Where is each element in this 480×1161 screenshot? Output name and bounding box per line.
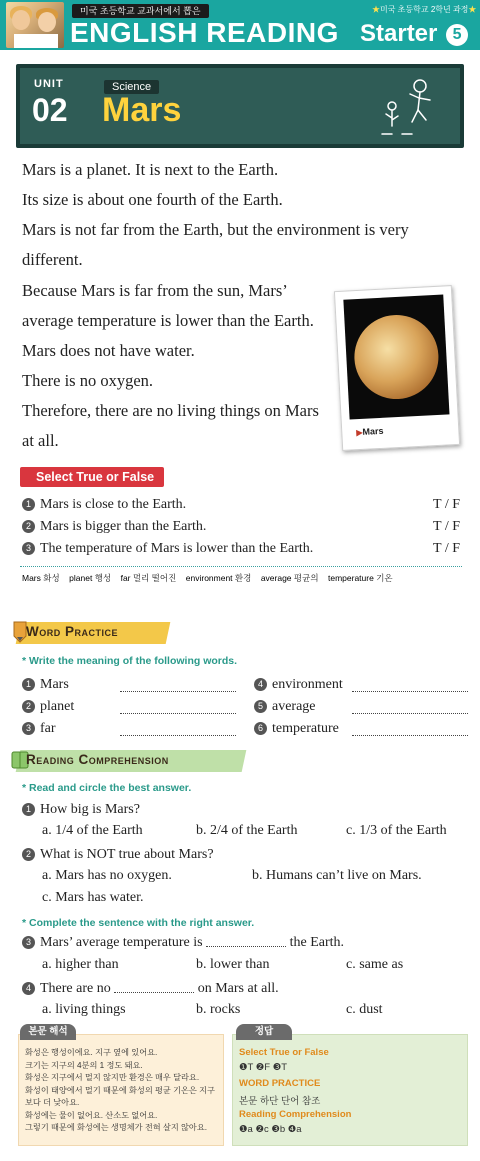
- header-banner: [0, 0, 480, 50]
- rc-option[interactable]: a. living things: [42, 1002, 126, 1017]
- translation-tag: 본문 해석: [20, 1024, 76, 1040]
- answer-key-box: [232, 1034, 468, 1146]
- tf-answer-choice[interactable]: T / F: [433, 541, 460, 556]
- rc-option[interactable]: b. rocks: [196, 1002, 241, 1017]
- answer-blank[interactable]: [352, 713, 468, 714]
- rc-question: 3 Mars’ average temperature is the Earth.: [22, 935, 344, 951]
- answer-heading: Select True or False: [239, 1047, 329, 1058]
- answer-value: ❶T ❷F ❸T: [239, 1062, 288, 1073]
- passage-line: Because Mars is far from the sun, Mars’: [22, 281, 288, 300]
- rc-option[interactable]: b. 2/4 of the Earth: [196, 823, 298, 838]
- rc-instruction: * Read and circle the best answer.: [22, 782, 192, 794]
- rc-option[interactable]: c. 1/3 of the Earth: [346, 823, 447, 838]
- translation-line: 화성에는 물이 없어요. 산소도 없어요.: [25, 1110, 158, 1120]
- word-practice-item: 1 Mars: [22, 677, 69, 693]
- rc-option[interactable]: a. higher than: [42, 957, 119, 972]
- answer-blank[interactable]: [352, 735, 468, 736]
- passage-line: average temperature is lower than the Earth.: [22, 311, 314, 330]
- children-reading-photo: [6, 2, 64, 48]
- answer-blank[interactable]: [120, 691, 236, 692]
- translation-line: 그렇기 때문에 화성에는 생명체가 전혀 살지 않아요.: [25, 1123, 208, 1132]
- word-practice-item: 5 average: [254, 699, 316, 715]
- vocab-list: Mars 화성 planet 행성 far 멀리 떨어진 environment 환경 average 평균의 temperature 기온: [22, 573, 393, 583]
- triangle-icon: ▶: [356, 427, 363, 438]
- translation-line: 보다 더 낮아요.: [25, 1098, 80, 1107]
- reading-comprehension-heading: Reading Comprehension: [0, 750, 260, 772]
- word-practice-item: 6 temperature: [254, 721, 339, 737]
- rc-question: 4 There are no on Mars at all.: [22, 981, 279, 997]
- rc-question: 1 How big is Mars?: [22, 802, 140, 818]
- answer-heading: Reading Comprehension: [239, 1109, 352, 1120]
- rc-option[interactable]: c. same as: [346, 957, 404, 972]
- answer-value: 본문 하단 단어 참조: [239, 1096, 321, 1107]
- rc-question: 2 What is NOT true about Mars?: [22, 847, 214, 863]
- mars-photo: [334, 285, 460, 451]
- rc-option[interactable]: a. 1/4 of the Earth: [42, 823, 143, 838]
- tf-item: 2 Mars is bigger than the Earth. T / F: [22, 519, 462, 535]
- answer-blank[interactable]: [206, 935, 286, 947]
- answer-blank[interactable]: [120, 735, 236, 736]
- header-tag: 미국 초등학교 교과서에서 뽑은: [72, 4, 209, 18]
- lesson-title: Mars: [102, 91, 182, 129]
- answer-blank[interactable]: [120, 713, 236, 714]
- mars-image: [343, 294, 449, 419]
- tf-answer-choice[interactable]: T / F: [433, 519, 460, 534]
- passage-line: There is no oxygen.: [22, 371, 154, 390]
- rc-option[interactable]: c. dust: [346, 1002, 383, 1017]
- passage-line: Mars does not have water.: [22, 341, 195, 360]
- word-practice-item: 3 far: [22, 721, 56, 737]
- header-title: ENGLISH READING: [70, 17, 339, 48]
- rc-instruction: * Complete the sentence with the right answer.: [22, 917, 255, 929]
- translation-box: [18, 1034, 224, 1146]
- passage-line: Mars is a planet. It is next to the Earth.: [22, 160, 279, 179]
- word-practice-item: 4 environment: [254, 677, 343, 693]
- passage-line: Therefore, there are no living things on Mars: [22, 401, 319, 420]
- unit-label: UNIT: [34, 78, 64, 90]
- divider: [20, 566, 462, 567]
- translation-line: 화성이 태양에서 멀기 때문에 화성의 평균 기온은 지구: [25, 1085, 215, 1095]
- passage-line: Mars is not far from the Earth, but the environment is very: [22, 220, 409, 239]
- answer-heading: WORD PRACTICE: [239, 1078, 321, 1089]
- answer-value: ❶a ❷c ❸b ❹a: [239, 1124, 302, 1135]
- tf-answer-choice[interactable]: T / F: [433, 497, 460, 512]
- word-practice-item: 2 planet: [22, 699, 74, 715]
- passage-line: different.: [22, 250, 83, 269]
- subject-badge: Science: [104, 80, 159, 94]
- answer-blank[interactable]: [114, 981, 194, 993]
- rc-option[interactable]: b. lower than: [196, 957, 270, 972]
- rc-option[interactable]: b. Humans can’t live on Mars.: [252, 868, 422, 883]
- rc-option[interactable]: c. Mars has water.: [42, 890, 144, 905]
- answer-key-tag: 정답: [236, 1024, 292, 1040]
- star-icon: ★: [468, 5, 477, 14]
- passage-line: Its size is about one fourth of the Earth.: [22, 190, 283, 209]
- word-practice-instruction: * Write the meaning of the following words.: [22, 655, 238, 667]
- starter-label: Starter 5: [360, 20, 468, 48]
- translation-line: 화성은 행성이에요. 지구 옆에 있어요.: [25, 1048, 158, 1057]
- answer-blank[interactable]: [352, 691, 468, 692]
- unit-number: 02: [32, 92, 68, 128]
- course-label: ★미국 초등학교 2학년 과정★: [372, 5, 477, 14]
- word-practice-heading: Word Practice: [0, 622, 200, 644]
- rc-option[interactable]: a. Mars has no oxygen.: [42, 868, 172, 883]
- level-number-badge: 5: [446, 24, 468, 46]
- chalk-doodle-icon: [370, 74, 450, 144]
- translation-line: 화성은 지구에서 멀지 않지만 환경은 매우 달라요.: [25, 1073, 200, 1082]
- tf-item: 1 Mars is close to the Earth. T / F: [22, 497, 462, 513]
- tf-item: 3 The temperature of Mars is lower than the Earth. T / F: [22, 541, 462, 557]
- star-icon: ★: [372, 5, 380, 14]
- passage-line: at all.: [22, 431, 59, 450]
- photo-caption: ▶Mars: [356, 425, 384, 438]
- true-false-title: Select True or False: [20, 467, 164, 487]
- unit-chalkboard: [16, 64, 464, 148]
- translation-line: 크기는 지구의 4분의 1 정도 돼요.: [25, 1060, 143, 1070]
